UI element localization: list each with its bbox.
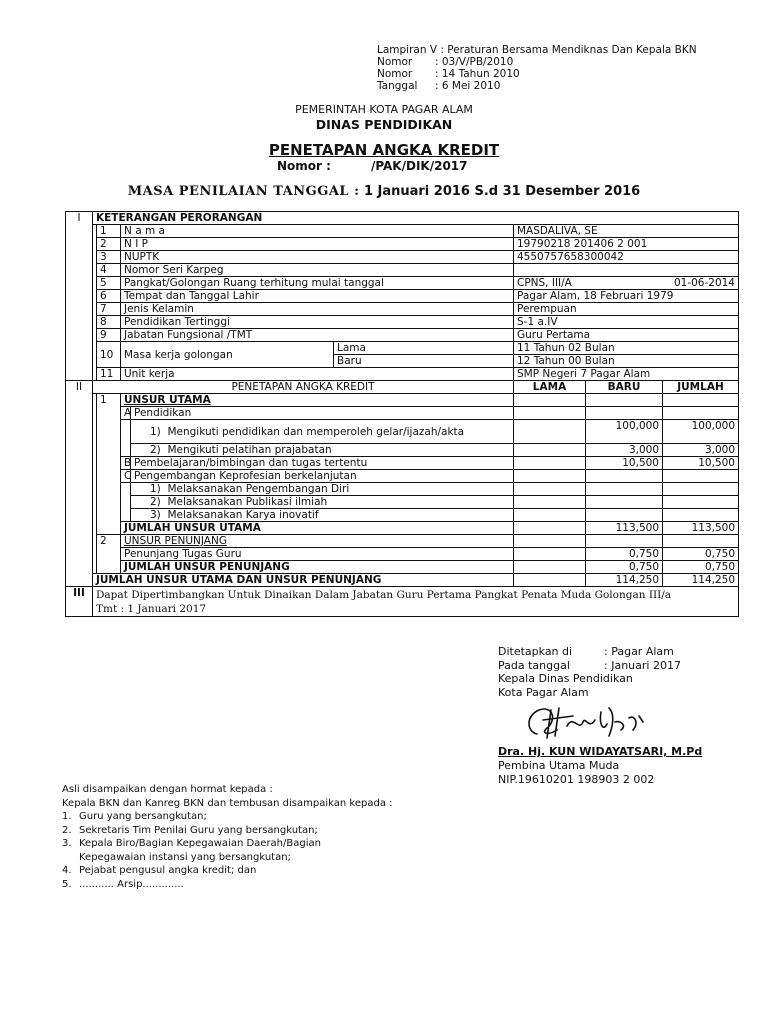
table-row: [66, 251, 739, 264]
section-title: PENETAPAN ANGKA KREDIT: [93, 381, 514, 394]
row-label: Melaksanakan Karya inovatif: [167, 509, 319, 521]
baru-label: Baru: [334, 355, 514, 368]
row-number: 7: [97, 303, 121, 316]
table-row: [66, 394, 739, 407]
table-row: [66, 329, 739, 342]
row-value: Guru Pertama: [514, 329, 739, 342]
handwritten-signature: [517, 702, 662, 744]
row-label: Melaksanakan Publikasi ilmiah: [167, 496, 328, 508]
list-item: 5. ........... Arsip.............: [62, 878, 184, 890]
org-name: PEMERINTAH KOTA PAGAR ALAM: [295, 103, 473, 116]
table-row: [66, 303, 739, 316]
row-label: Jenis Kelamin: [121, 303, 514, 316]
row-value: MASDALIVA, SE: [514, 225, 739, 238]
section-2-header: [66, 381, 739, 394]
row-letter: B: [121, 457, 131, 470]
row-number: 9: [97, 329, 121, 342]
row-number: 6: [97, 290, 121, 303]
jumlah-penunjang-label: JUMLAH UNSUR PENUNJANG: [121, 561, 514, 574]
assessment-period: MASA PENILAIAN TANGGAL : 1 Januari 2016 S.d 31 Desember 2016: [127, 184, 641, 199]
row-number: 2: [97, 535, 121, 548]
table-row: [66, 522, 739, 535]
document-title: PENETAPAN ANGKA KREDIT: [268, 141, 500, 159]
table-row: [66, 264, 739, 277]
list-item: 1. Guru yang bersangkutan;: [62, 811, 207, 822]
table-row: 3) Melaksanakan Karya inovatif: [66, 509, 739, 522]
official-name: Dra. Hj. KUN WIDAYATSARI, M.Pd: [498, 745, 703, 758]
row-label: NUPTK: [121, 251, 514, 264]
section-title: KETERANGAN PERORANGAN: [93, 212, 739, 225]
baru-value: 12 Tahun 00 Bulan: [514, 355, 739, 368]
row-label: Pembelajaran/bimbingan dan tugas tertentu: [131, 457, 514, 470]
document-number: Nomor : /PAK/DIK/2017: [277, 159, 468, 173]
row-label: Unit kerja: [121, 368, 514, 381]
lampiran-line: Lampiran V : Peraturan Bersama Mendiknas Dan Kepala BKN: [377, 44, 697, 56]
table-row: 1) Melaksanakan Pengembangan Diri: [66, 483, 739, 496]
lampiran-row: Tanggal : 6 Mei 2010: [377, 80, 501, 92]
official-rank: Pembina Utama Muda: [498, 759, 620, 772]
jumlah-value: 3,000: [663, 444, 739, 457]
row-value: Pagar Alam, 18 Februari 1979: [514, 290, 739, 303]
section-number: I: [66, 212, 93, 225]
section-1-header: [66, 212, 739, 225]
jumlah-value: 10,500: [663, 457, 739, 470]
table-row: [66, 290, 739, 303]
distribution-list: Asli disampaikan dengan hormat kepada : Kepala BKN dan Kanreg BKN dan tembusan disampaikan kepada : 1. Guru yang bersangkutan; 2. Sekretaris Tim Penilai Guru yang bersangkutan; 3. Kepala Biro/Bagian Kepegawaian Daerah/Bagian Kepegawaian instansi yang bersangkutan; 4. Pejabat pengusul angka kredit; dan 5. ........... Arsip.............: [62, 784, 393, 890]
jumlah-utama-label: JUMLAH UNSUR UTAMA: [121, 522, 514, 535]
table-row: [66, 316, 739, 329]
row-letter: A: [121, 407, 131, 420]
lampiran-row: Nomor : 03/V/PB/2010: [377, 56, 514, 68]
row-value: S-1 a.IV: [514, 316, 739, 329]
unsur-penunjang-label: UNSUR PENUNJANG: [124, 535, 227, 547]
table-row: [66, 561, 739, 574]
row-label: Penunjang Tugas Guru: [121, 548, 514, 561]
table-row: [66, 225, 739, 238]
table-row: [66, 238, 739, 251]
section-number: II: [66, 381, 93, 394]
jumlah-value: 0,750: [663, 561, 739, 574]
row-label: Pendidikan Tertinggi: [121, 316, 514, 329]
table-row: 2) Mengikuti pelatihan prajabatan 3,000 3,000: [66, 444, 739, 457]
recommendation-text: Dapat Dipertimbangkan Untuk Dinaikan Dalam Jabatan Guru Pertama Pangkat Penata Muda Golongan III/a: [96, 589, 672, 601]
row-label: N I P: [121, 238, 514, 251]
row-value: CPNS, III/A 01-06-2014: [514, 277, 739, 290]
row-number: 5: [97, 277, 121, 290]
official-details: [498, 759, 654, 786]
row-number: 2: [97, 238, 121, 251]
dept-name: DINAS PENDIDIKAN: [315, 117, 453, 132]
table-row: [66, 277, 739, 290]
table-row: 1) Mengikuti pendidikan dan memperoleh gelar/ijazah/akta 100,000 100,000: [66, 420, 739, 444]
unsur-utama-label: UNSUR UTAMA: [124, 394, 211, 406]
lampiran-row: Nomor : 14 Tahun 2010: [377, 68, 520, 80]
row-label: Jabatan Fungsional /TMT: [121, 329, 514, 342]
table-row: [66, 470, 739, 483]
row-number: 4: [97, 264, 121, 277]
row-number: 1: [97, 225, 121, 238]
baru-value: 0,750: [586, 561, 663, 574]
row-label: Masa kerja golongan: [121, 342, 334, 368]
baru-value: 0,750: [586, 548, 663, 561]
lama-label: Lama: [334, 342, 514, 355]
list-item: 3. Kepala Biro/Bagian Kepegawaian Daerah/Bagian: [62, 838, 321, 849]
row-value: [514, 264, 739, 277]
jumlah-value: 0,750: [663, 548, 739, 561]
tmt-text: Tmt : 1 Januari 2017: [96, 603, 207, 615]
col-lama-header: LAMA: [514, 381, 586, 394]
row-label: Melaksanakan Pengembangan Diri: [167, 483, 350, 495]
row-label: N a m a: [121, 225, 514, 238]
jumlah-value: 113,500: [663, 522, 739, 535]
row-number: 10: [97, 342, 121, 368]
list-item: 2. Sekretaris Tim Penilai Guru yang bersangkutan;: [62, 824, 318, 836]
col-jumlah-header: JUMLAH: [663, 381, 739, 394]
list-item: 4. Pejabat pengusul angka kredit; dan: [62, 865, 257, 876]
row-label: Tempat dan Tanggal Lahir: [121, 290, 514, 303]
row-label: Pengembangan Keprofesian berkelanjutan: [131, 470, 514, 483]
baru-value: 10,500: [586, 457, 663, 470]
row-value: Perempuan: [514, 303, 739, 316]
row-label: Mengikuti pendidikan dan memperoleh gelar/ijazah/akta: [167, 425, 465, 438]
table-row: [66, 457, 739, 470]
baru-value: 114,250: [586, 574, 663, 587]
signature-block: Ditetapkan di : Pagar Alam Pada tanggal : Januari 2017 Kepala Dinas Pendidikan Kota Pagar Alam: [498, 645, 681, 699]
jumlah-value: 114,250: [663, 574, 739, 587]
section-3: [66, 587, 739, 617]
row-number: 11: [97, 368, 121, 381]
section-number: III: [66, 587, 93, 617]
row-label: Pendidikan: [131, 407, 514, 420]
table-row: [66, 342, 739, 355]
row-value: 19790218 201406 2 001: [514, 238, 739, 251]
baru-value: 100,000: [586, 420, 663, 444]
table-row: [66, 407, 739, 420]
row-value: SMP Negeri 7 Pagar Alam: [514, 368, 739, 381]
credit-table: [65, 211, 739, 617]
jumlah-total-label: JUMLAH UNSUR UTAMA DAN UNSUR PENUNJANG: [93, 574, 514, 587]
row-label: Nomor Seri Karpeg: [121, 264, 514, 277]
jumlah-value: 100,000: [663, 420, 739, 444]
row-number: 1: [97, 394, 121, 407]
table-row: 2) Melaksanakan Publikasi ilmiah: [66, 496, 739, 509]
row-number: 3: [97, 251, 121, 264]
section-3-content: [93, 587, 739, 617]
row-label: Mengikuti pelatihan prajabatan: [167, 444, 332, 456]
table-row: [66, 368, 739, 381]
baru-value: 3,000: [586, 444, 663, 457]
lama-value: 11 Tahun 02 Bulan: [514, 342, 739, 355]
lampiran-block: [377, 44, 697, 92]
official-nip: NIP.19610201 198903 2 002: [498, 772, 655, 786]
list-item: Kepegawaian instansi yang bersangkutan;: [79, 851, 291, 863]
table-row: [66, 574, 739, 587]
table-row: [66, 535, 739, 548]
table-row: [66, 548, 739, 561]
row-value: 4550757658300042: [514, 251, 739, 264]
row-label: Pangkat/Golongan Ruang terhitung mulai tanggal: [121, 277, 514, 290]
baru-value: 113,500: [586, 522, 663, 535]
col-baru-header: BARU: [586, 381, 663, 394]
row-number: 8: [97, 316, 121, 329]
row-letter: C: [121, 470, 131, 483]
